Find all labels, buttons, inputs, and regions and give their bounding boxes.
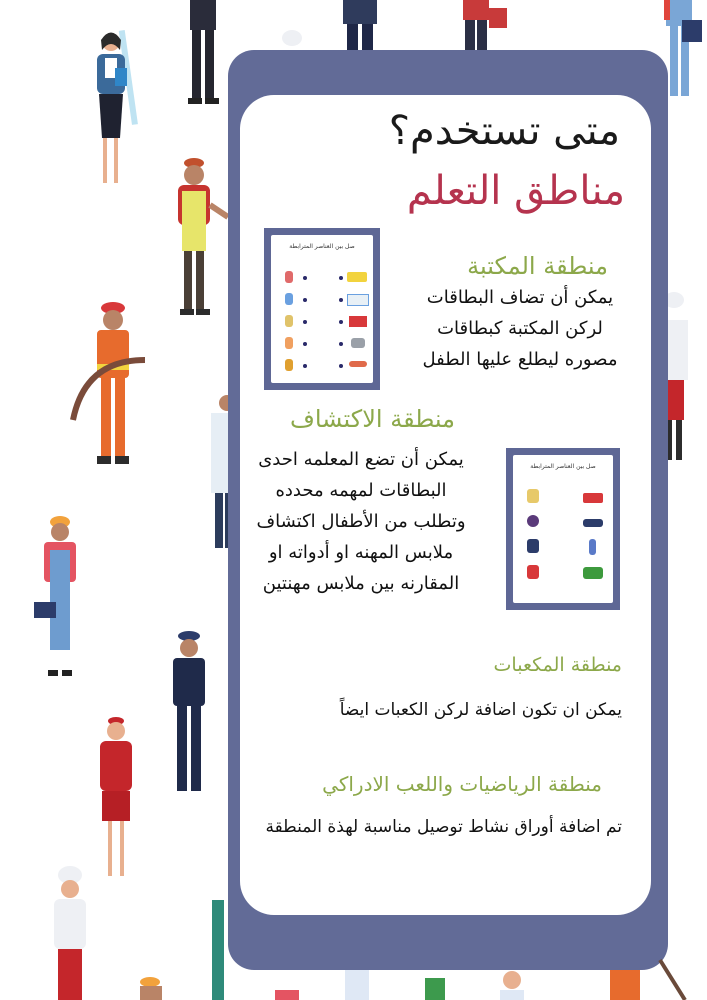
plane-icon — [349, 361, 367, 367]
worksheet-thumbnail-2 — [506, 448, 620, 610]
dot — [339, 342, 343, 346]
section-text-library: يمكن أن تضاف البطاقات لركن المكتبة كبطاقات مصوره ليطلع عليها الطفل — [422, 287, 618, 370]
section-heading-library: منطقة المكتبة — [467, 252, 608, 280]
bus-icon — [347, 272, 367, 282]
tool-icon — [351, 338, 365, 348]
person-icon — [285, 315, 293, 327]
dot — [303, 342, 307, 346]
person-icon — [285, 293, 293, 305]
flight-attendant-figure — [92, 715, 142, 885]
page-title: متى تستخدم؟ — [388, 108, 620, 154]
worker-figure-top-2 — [335, 0, 385, 50]
worksheet-title: صل بين العناصر المترابطة — [289, 243, 355, 250]
dot — [339, 298, 343, 302]
car-icon — [583, 519, 603, 527]
businesswoman-figure — [85, 20, 145, 190]
worksheet-thumbnail-1 — [264, 228, 380, 390]
firetruck-icon — [583, 493, 603, 503]
bus-icon — [347, 294, 369, 306]
person-icon — [527, 539, 539, 553]
figures-bottom-row — [140, 900, 707, 1000]
tractor-icon — [583, 567, 603, 579]
section-heading-discovery: منطقة الاكتشاف — [289, 405, 455, 433]
mechanic-woman-figure — [30, 510, 85, 680]
person-icon — [527, 565, 539, 579]
dot — [303, 364, 307, 368]
person-icon — [285, 271, 293, 283]
page-subtitle: مناطق التعلم — [406, 168, 625, 214]
chef-figure-bottom — [48, 865, 93, 1000]
worker-figure-top — [178, 0, 228, 110]
planet-icon — [527, 515, 539, 527]
firefighter-figure — [65, 300, 160, 470]
dot — [303, 276, 307, 280]
section-text-discovery: يمكن أن تضع المعلمه احدى البطاقات لمهمه محدده وتطلب من الأطفال اكتشاف ملابس المهنه او أدواته او المقارنه بين ملابس مهنتين — [256, 449, 466, 594]
section-text-math: تم اضافة أوراق نشاط توصيل مناسبة لهذة المنطقة — [265, 817, 622, 837]
section-heading-blocks: منطقة المكعبات — [493, 654, 622, 676]
rocket-icon — [589, 539, 596, 555]
dot — [303, 298, 307, 302]
handyman-figure — [455, 0, 515, 55]
section-heading-math: منطقة الرياضيات واللعب الادراكي — [322, 772, 602, 796]
person-icon — [285, 359, 293, 371]
truck-icon — [349, 316, 367, 327]
policewoman-figure — [165, 630, 215, 800]
dot — [339, 364, 343, 368]
person-icon — [285, 337, 293, 349]
section-text-blocks: يمكن ان تكون اضافة لركن الكعبات ايضاً — [339, 700, 622, 720]
dot — [339, 276, 343, 280]
chef-figure-top — [280, 28, 304, 52]
dot — [339, 320, 343, 324]
person-icon — [527, 489, 539, 503]
painter-figure — [160, 155, 230, 325]
worksheet-title: صل بين العناصر المترابطة — [530, 463, 596, 470]
dot — [303, 320, 307, 324]
